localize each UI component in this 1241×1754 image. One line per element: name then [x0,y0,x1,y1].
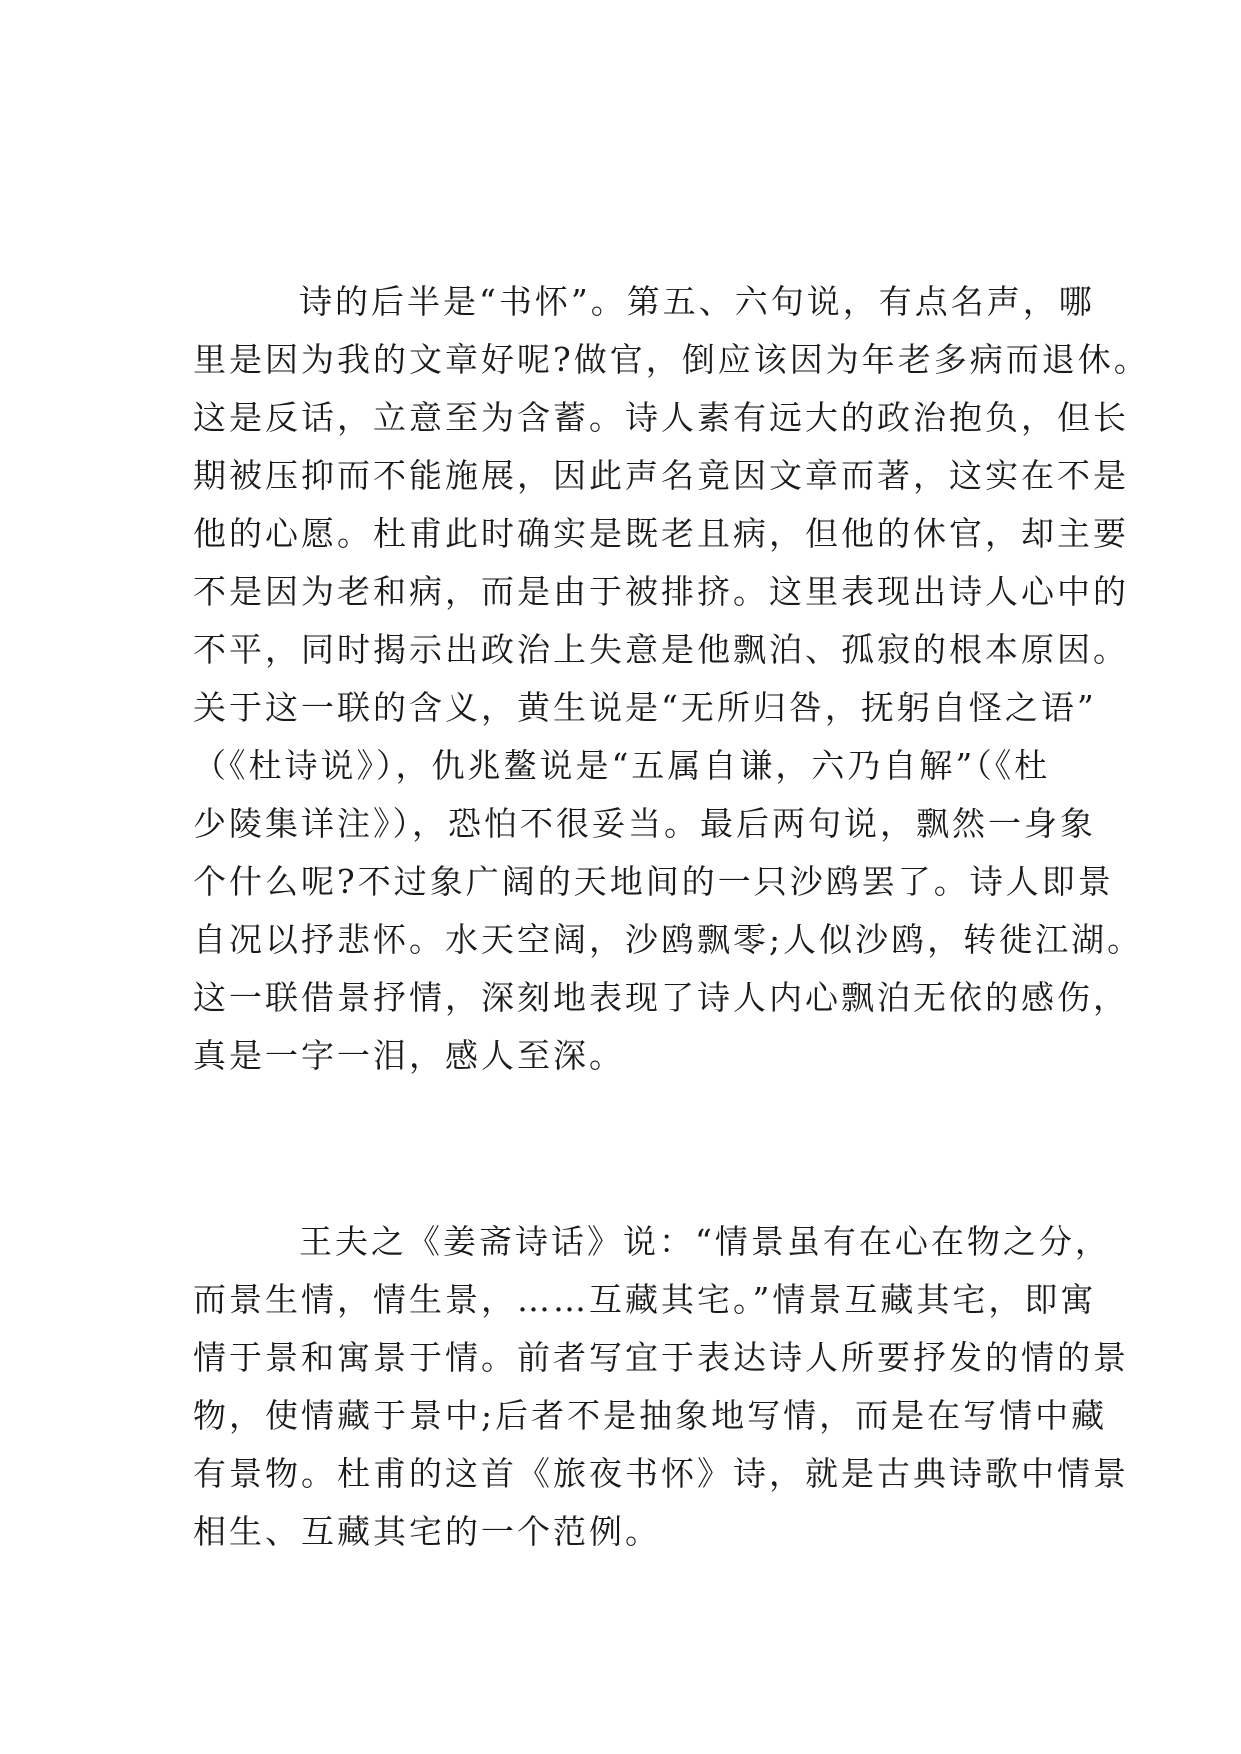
text-line: 他的心愿。杜甫此时确实是既老且病，但他的休官，却主要 [193,514,1129,553]
text-line: 关于这一联的含义，黄生说是“无所归咎，抚躬自怪之语” [193,688,1097,727]
text-line: 物，使情藏于景中;后者不是抽象地写情，而是在写情中藏 [193,1396,1108,1435]
text-line: 这一联借景抒情，深刻地表现了诗人内心飘泊无依的感伤， [193,978,1129,1017]
text-line: 而景生情，情生景，……互藏其宅。”情景互藏其宅，即寓 [193,1280,1097,1319]
paragraph-commentary [193,273,1150,1085]
text-line: 少陵集详注》），恐怕不很妥当。最后两句说，飘然一身象 [193,804,1096,843]
text-line: 诗的后半是“书怀”。第五、六句说，有点名声，哪 [299,282,1095,321]
text-line: 情于景和寓景于情。前者写宜于表达诗人所要抒发的情的景 [193,1338,1129,1377]
text-line: 里是因为我的文章好呢?做官，倒应该因为年老多病而退休。 [193,340,1150,379]
text-line: 这是反话，立意至为含蓄。诗人素有远大的政治抱负，但长 [193,398,1129,437]
paragraph-conclusion [193,1213,1129,1561]
text-line: （《杜诗说》），仇兆鳌说是“五属自谦，六乃自解”（《杜 [193,746,1051,785]
text-line: 不平，同时揭示出政治上失意是他飘泊、孤寂的根本原因。 [193,630,1129,669]
text-line: 真是一字一泪，感人至深。 [193,1036,625,1075]
text-line: 自况以抒悲怀。水天空阔，沙鸥飘零;人似沙鸥，转徙江湖。 [193,920,1144,959]
text-line: 有景物。杜甫的这首《旅夜书怀》诗，就是古典诗歌中情景 [193,1454,1129,1493]
text-line: 相生、互藏其宅的一个范例。 [193,1512,661,1551]
text-line: 期被压抑而不能施展，因此声名竟因文章而著，这实在不是 [193,456,1129,495]
text-line: 王夫之《姜斋诗话》说：“情景虽有在心在物之分， [299,1222,1111,1261]
text-line: 个什么呢?不过象广阔的天地间的一只沙鸥罢了。诗人即景 [193,862,1114,901]
text-line: 不是因为老和病，而是由于被排挤。这里表现出诗人心中的 [193,572,1129,611]
